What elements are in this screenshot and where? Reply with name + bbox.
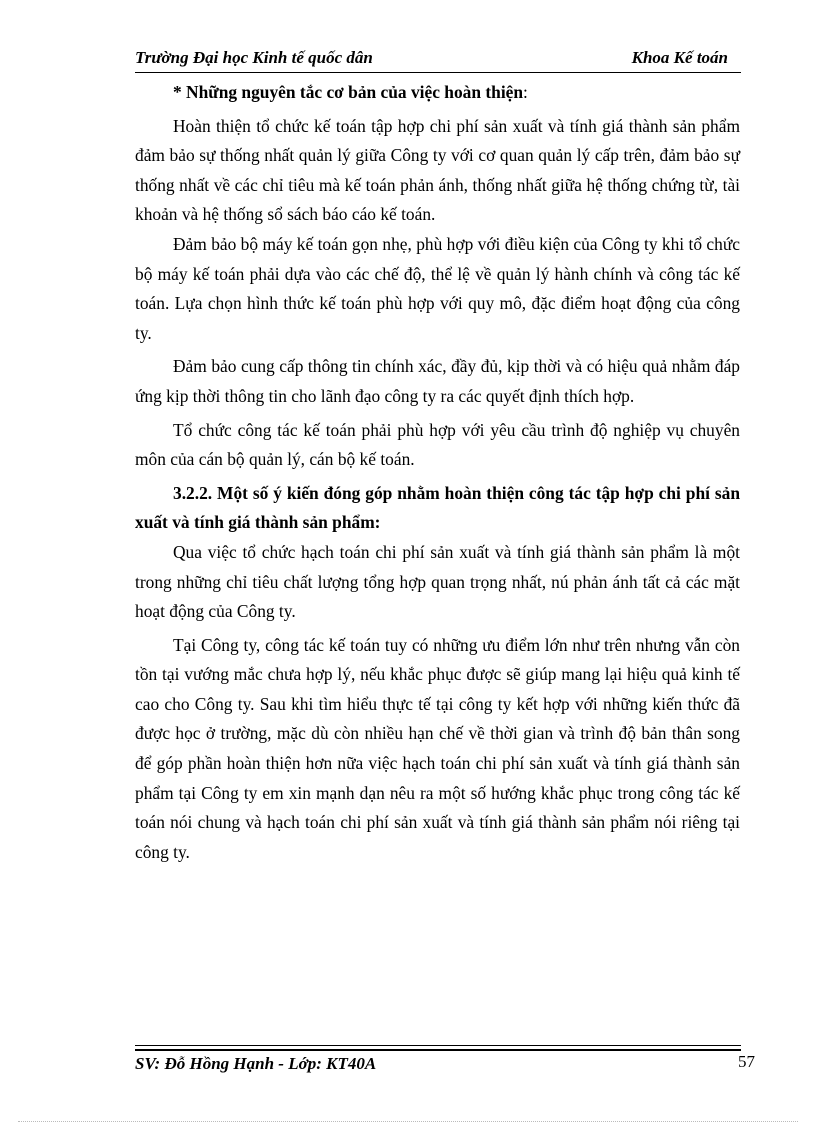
paragraph-2: Đảm bảo bộ máy kế toán gọn nhẹ, phù hợp với điều kiện của Công ty khi tổ chức bộ máy kế toán phải dựa vào các chế độ, thể lệ về quản lý hành chính và công tác kế toán. Lựa chọn hình thức kế toán phù hợp với quy mô, đặc điểm hoạt động của công ty. [135, 233, 740, 343]
section-heading-principles [135, 78, 740, 108]
paragraph-4: Tổ chức công tác kế toán phải phù hợp với yêu cầu trình độ nghiệp vụ chuyên môn của cán bộ quản lý, cán bộ kế toán. [135, 419, 740, 470]
paragraph-5: Qua việc tổ chức hạch toán chi phí sản xuất và tính giá thành sản phẩm là một trong những chỉ tiêu chất lượng tổng hợp quan trọng nhất, nú phản ánh tất cả các mặt hoạt động của Công ty. [135, 541, 740, 622]
footer-student: SV: Đỗ Hồng Hạnh - Lớp: KT40A [135, 1054, 377, 1073]
page-number: 57 [738, 1052, 755, 1071]
page-header [135, 48, 740, 70]
header-rule [135, 72, 741, 73]
footer-rule-thin [135, 1045, 741, 1046]
footer-rule-thick [135, 1049, 741, 1051]
section-heading-3-2-2: 3.2.2. Một số ý kiến đóng góp nhằm hoàn thiện công tác tập hợp chi phí sản xuất và tính giá thành sản phẩm: [135, 482, 740, 533]
page-footer [135, 1054, 755, 1078]
paragraph-1: Hoàn thiện tổ chức kế toán tập hợp chi phí sản xuất và tính giá thành sản phẩm đảm bảo sự thống nhất quản lý giữa Công ty với cơ quan quản lý cấp trên, đảm bảo sự thống nhất về các chỉ tiêu mà kế toán phản ánh, thống nhất giữa hệ thống chứng từ, tài khoản và hệ thống sổ sách báo cáo kế toán. [135, 115, 740, 225]
document-body [135, 78, 740, 867]
header-faculty: Khoa Kế toán [631, 48, 728, 67]
header-school: Trường Đại học Kinh tế quốc dân [135, 48, 373, 67]
paragraph-6: Tại Công ty, công tác kế toán tuy có những ưu điểm lớn như trên nhưng vẫn còn tồn tại vướng mắc chưa hợp lý, nếu khắc phục được sẽ giúp mang lại hiệu quả kinh tế cao cho Công ty. Sau khi tìm hiểu thực tế tại công ty kết hợp với những kiến thức đã được học ở trường, mặc dù còn nhiều hạn chế về thời gian và trình độ bản thân song để góp phần hoàn thiện hơn nữa việc hạch toán chi phí sản xuất và tính giá thành sản phẩm tại Công ty em xin mạnh dạn nêu ra một số hướng khắc phục trong công tác kế toán nói chung và hạch toán chi phí sản xuất và tính giá thành sản phẩm nói riêng tại công ty. [135, 634, 740, 862]
page-edge-divider [18, 1121, 798, 1122]
heading-principles-colon: : [523, 82, 528, 102]
heading-principles-text: * Những nguyên tắc cơ bản của việc hoàn thiện [173, 82, 524, 102]
paragraph-3: Đảm bảo cung cấp thông tin chính xác, đầy đủ, kịp thời và có hiệu quả nhằm đáp ứng kịp thời thông tin cho lãnh đạo công ty ra các quyết định thích hợp. [135, 356, 740, 406]
